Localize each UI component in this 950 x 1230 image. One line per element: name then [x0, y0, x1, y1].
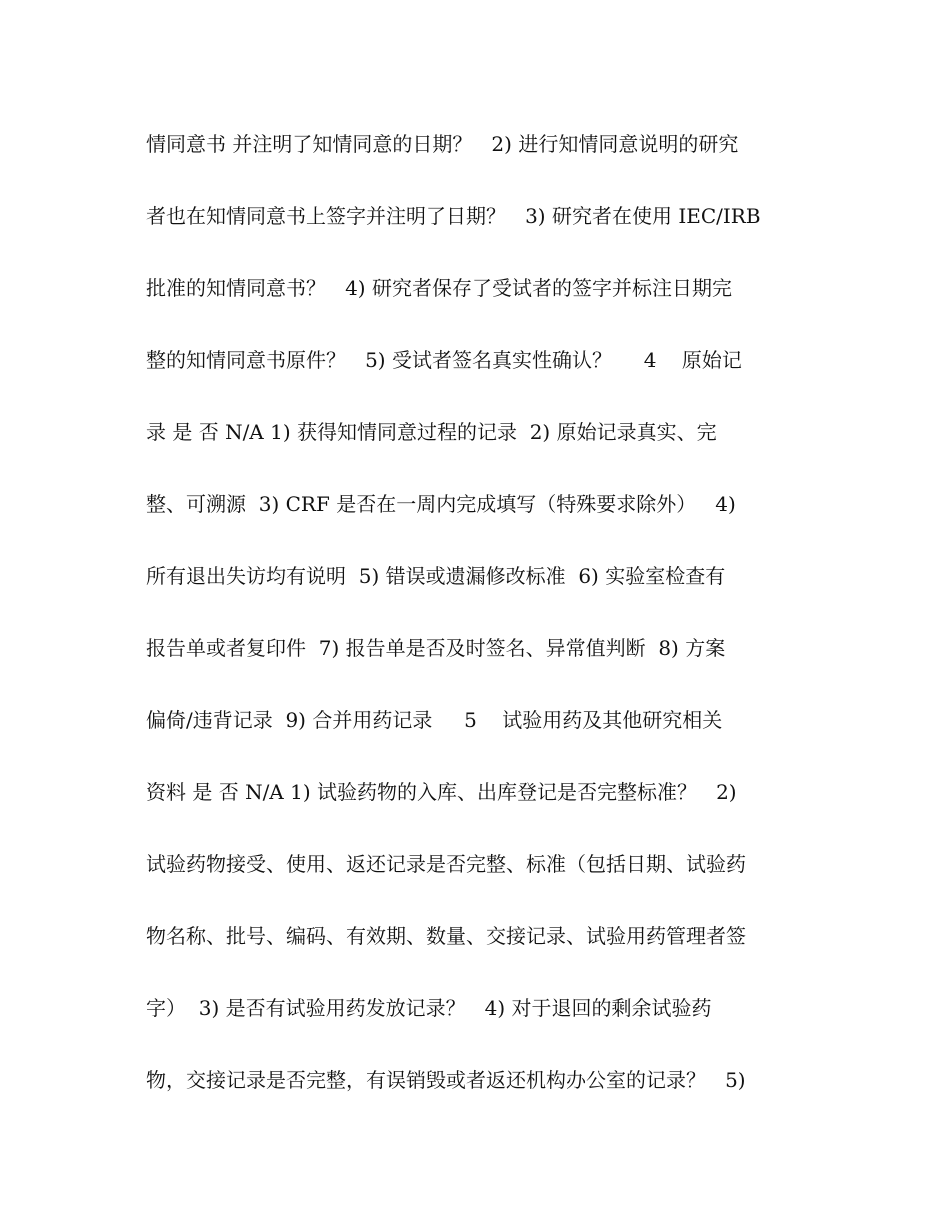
text-line-9: 偏倚/违背记录 9) 合并用药记录 5 试验用药及其他研究相关: [146, 708, 723, 732]
text-line-2: 者也在知情同意书上签字并注明了日期？ 3) 研究者在使用 IEC/IRB: [146, 204, 761, 228]
text-line-8: 报告单或者复印件 7) 报告单是否及时签名、异常值判断 8) 方案: [146, 636, 726, 660]
text-line-5: 录 是 否 N/A 1) 获得知情同意过程的记录 2) 原始记录真实、完: [146, 420, 717, 444]
text-line-11: 试验药物接受、使用、返还记录是否完整、标准（包括日期、试验药: [146, 852, 746, 876]
text-line-10: 资料 是 否 N/A 1) 试验药物的入库、出库登记是否完整标准？ 2): [146, 780, 737, 804]
text-line-6: 整、可溯源 3) CRF 是否在一周内完成填写（特殊要求除外） 4): [146, 492, 736, 516]
text-line-7: 所有退出失访均有说明 5) 错误或遗漏修改标准 6) 实验室检查有: [146, 564, 726, 588]
text-line-4: 整的知情同意书原件？ 5) 受试者签名真实性确认？ 4 原始记: [146, 348, 742, 372]
text-line-14: 物，交接记录是否完整，有误销毁或者返还机构办公室的记录？ 5): [146, 1068, 746, 1092]
text-line-3: 批准的知情同意书？ 4) 研究者保存了受试者的签字并标注日期完: [146, 276, 732, 300]
text-line-13: 字） 3) 是否有试验用药发放记录？ 4) 对于退回的剩余试验药: [146, 996, 712, 1020]
document-body: [146, 124, 806, 1132]
text-line-12: 物名称、批号、编码、有效期、数量、交接记录、试验用药管理者签: [146, 924, 746, 948]
text-line-1: 情同意书 并注明了知情同意的日期？ 2) 进行知情同意说明的研究: [146, 132, 739, 156]
